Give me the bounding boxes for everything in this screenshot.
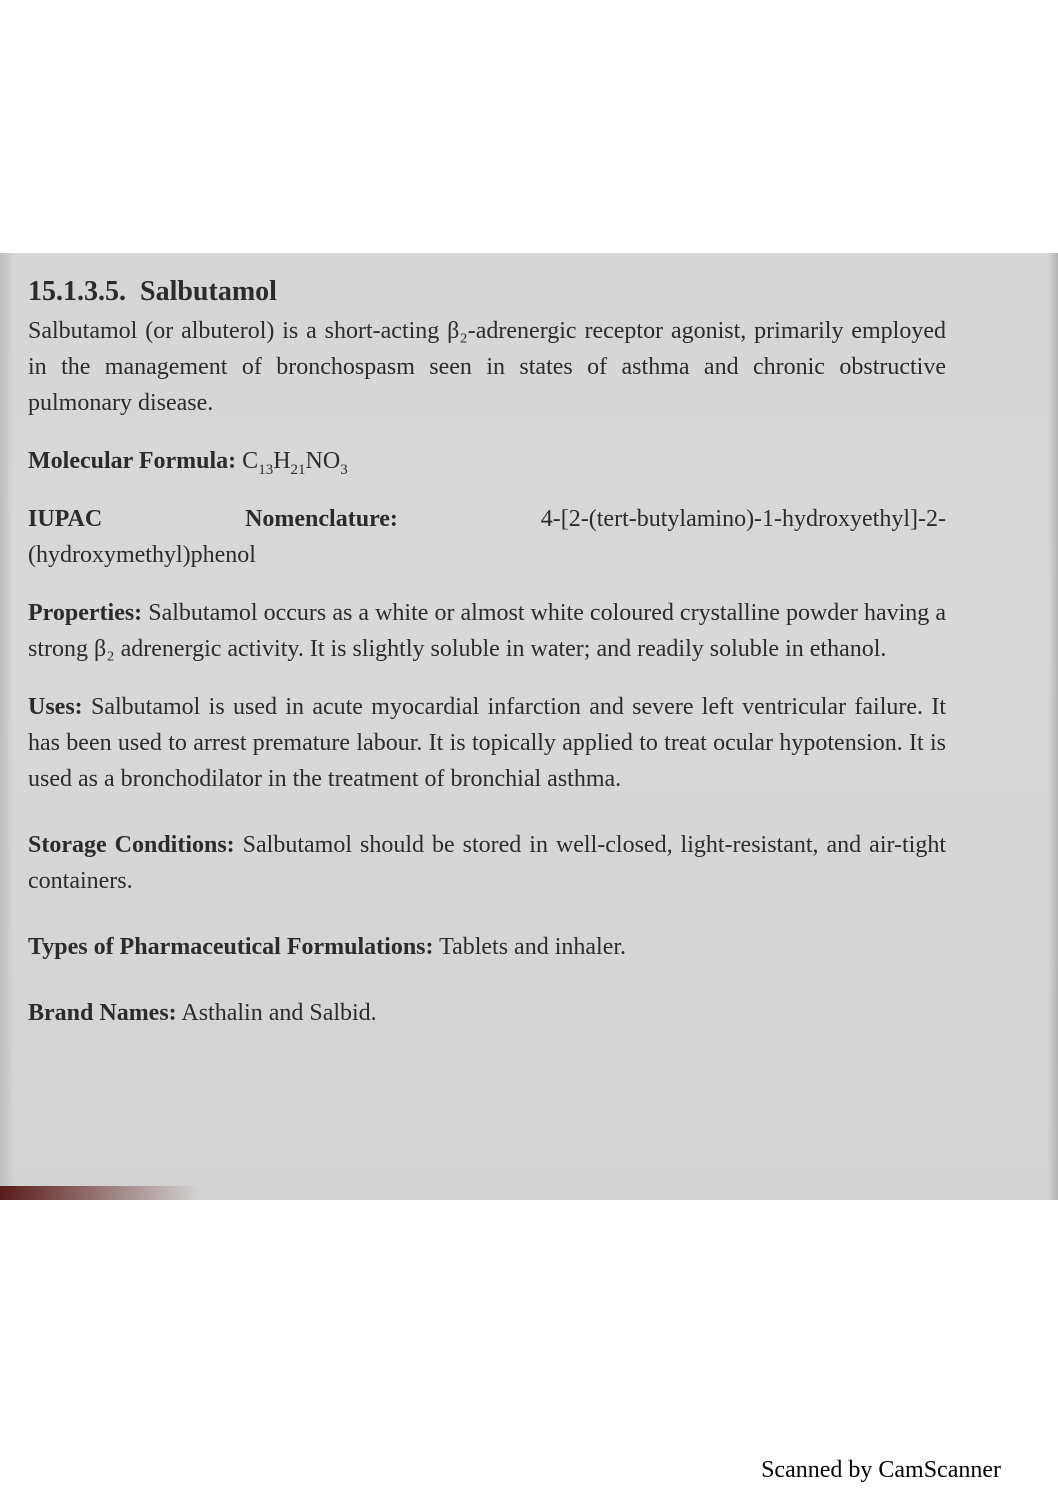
uses-paragraph: [28, 689, 946, 797]
molecular-formula-value: $C_{13}H_{21}NO_3$: [242, 448, 348, 478]
properties-text: Salbutamol occurs as a white or almost white coloured crystalline powder having a strong β₂ adrenergic activity. It is slightly soluble in water; and readily soluble in ethanol.: [28, 600, 947, 662]
properties-label: Properties:: [28, 600, 143, 626]
molecular-formula-label: Molecular Formula:: [28, 448, 237, 474]
page-bottom-shadow: [0, 1186, 200, 1200]
uses-text: Salbutamol is used in acute myocardial infarction and severe left ventricular failure. It has been used to arrest premature labour. It is topically applied to treat ocular hypotension. It is used as a bronchodilator in the treatment of bronchial asthma.: [28, 694, 947, 792]
properties-paragraph: [28, 595, 946, 667]
storage-text: Salbutamol should be stored in well-closed, light-resistant, and air-tight containers.: [28, 832, 946, 894]
storage-label: Storage Conditions:: [28, 832, 235, 858]
section-number: 15.1.3.5.: [28, 276, 126, 307]
brands-paragraph: [28, 995, 946, 1031]
nomenclature-label: Nomenclature:: [245, 506, 398, 532]
storage-paragraph: [28, 827, 946, 899]
iupac-value-line1: 4-[2-(tert-butylamino)-1-hydroxyethyl]-2-: [540, 506, 946, 532]
camscanner-watermark: Scanned by CamScanner: [761, 1457, 1001, 1483]
uses-label: Uses:: [28, 694, 83, 720]
iupac-block: [28, 501, 946, 573]
brands-text: Asthalin and Salbid.: [181, 1000, 377, 1026]
brands-label: Brand Names:: [28, 1000, 177, 1026]
iupac-row: [28, 501, 946, 537]
formulations-text: Tablets and inhaler.: [439, 934, 627, 960]
scanned-page-photo: [0, 253, 1058, 1200]
iupac-value-line2: (hydroxymethyl)phenol: [28, 542, 256, 568]
section-heading: [28, 275, 946, 309]
page-content: [28, 275, 946, 1053]
iupac-label: IUPAC: [28, 506, 103, 532]
molecular-formula: [28, 443, 946, 479]
page-right-edge-shadow: [1048, 253, 1058, 1200]
section-title: Salbutamol: [140, 276, 277, 307]
formulations-paragraph: [28, 929, 946, 965]
intro-paragraph: Salbutamol (or albuterol) is a short-acting β₂-adrenergic receptor agonist, primarily employed in the management of bronchospasm seen in states of asthma and chronic obstructive pulmonary disease.: [28, 318, 946, 416]
formulations-label: Types of Pharmaceutical Formulations:: [28, 934, 434, 960]
page-left-edge-shadow: [0, 253, 14, 1200]
